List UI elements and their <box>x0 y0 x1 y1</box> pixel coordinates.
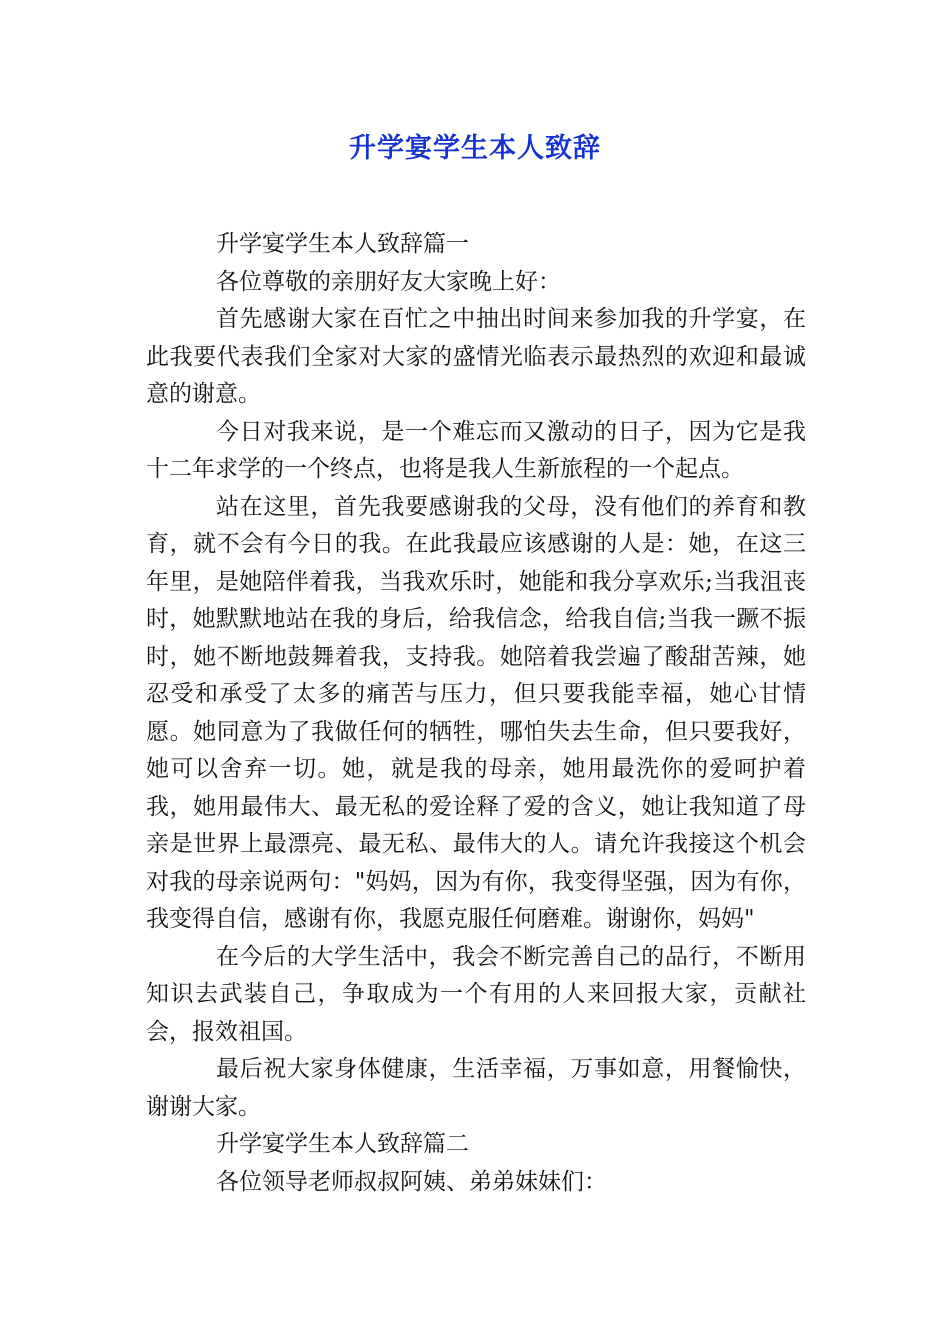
body-paragraph: 今日对我来说，是一个难忘而又激动的日子，因为它是我十二年求学的一个终点，也将是我人生新旅程的一个起点。 <box>146 418 806 482</box>
greeting-paragraph: 各位尊敬的亲朋好友大家晚上好： <box>216 268 561 295</box>
body-paragraph: 最后祝大家身体健康，生活幸福，万事如意，用餐愉快，谢谢大家。 <box>146 1056 806 1120</box>
document-body <box>146 226 806 1201</box>
greeting-paragraph: 各位领导老师叔叔阿姨、弟弟妹妹们： <box>216 1168 607 1195</box>
body-paragraph: 在今后的大学生活中，我会不断完善自己的品行，不断用知识去武装自己，争取成为一个有用的人来回报大家，贡献社会，报效祖国。 <box>146 943 806 1045</box>
body-paragraph: 站在这里，首先我要感谢我的父母，没有他们的养育和教育，就不会有今日的我。在此我最应该感谢的人是：她，在这三年里，是她陪伴着我，当我欢乐时，她能和我分享欢乐;当我沮丧时，她默默地站在我的身后，给我信念，给我自信;当我一蹶不振时，她不断地鼓舞着我，支持我。她陪着我尝遍了酸甜苦辣，她忍受和承受了太多的痛苦与压力，但只要我能幸福，她心甘情愿。她同意为了我做任何的牺牲，哪怕失去生命，但只要我好，她可以舍弃一切。她，就是我的母亲，她用最洗你的爱呵护着我，她用最伟大、最无私的爱诠释了爱的含义，她让我知道了母亲是世界上最漂亮、最无私、最伟大的人。请允许我接这个机会对我的母亲说两句："妈妈，因为有你，我变得坚强，因为有你，我变得自信，感谢有你，我愿克服任何磨难。谢谢你，妈妈" <box>146 493 806 932</box>
body-paragraph: 首先感谢大家在百忙之中抽出时间来参加我的升学宴，在此我要代表我们全家对大家的盛情光临表示最热烈的欢迎和最诚意的谢意。 <box>146 306 806 407</box>
section-heading-1: 升学宴学生本人致辞篇一 <box>216 231 469 257</box>
section-heading-2: 升学宴学生本人致辞篇二 <box>216 1131 469 1157</box>
document-title: 升学宴学生本人致辞 <box>349 133 601 164</box>
